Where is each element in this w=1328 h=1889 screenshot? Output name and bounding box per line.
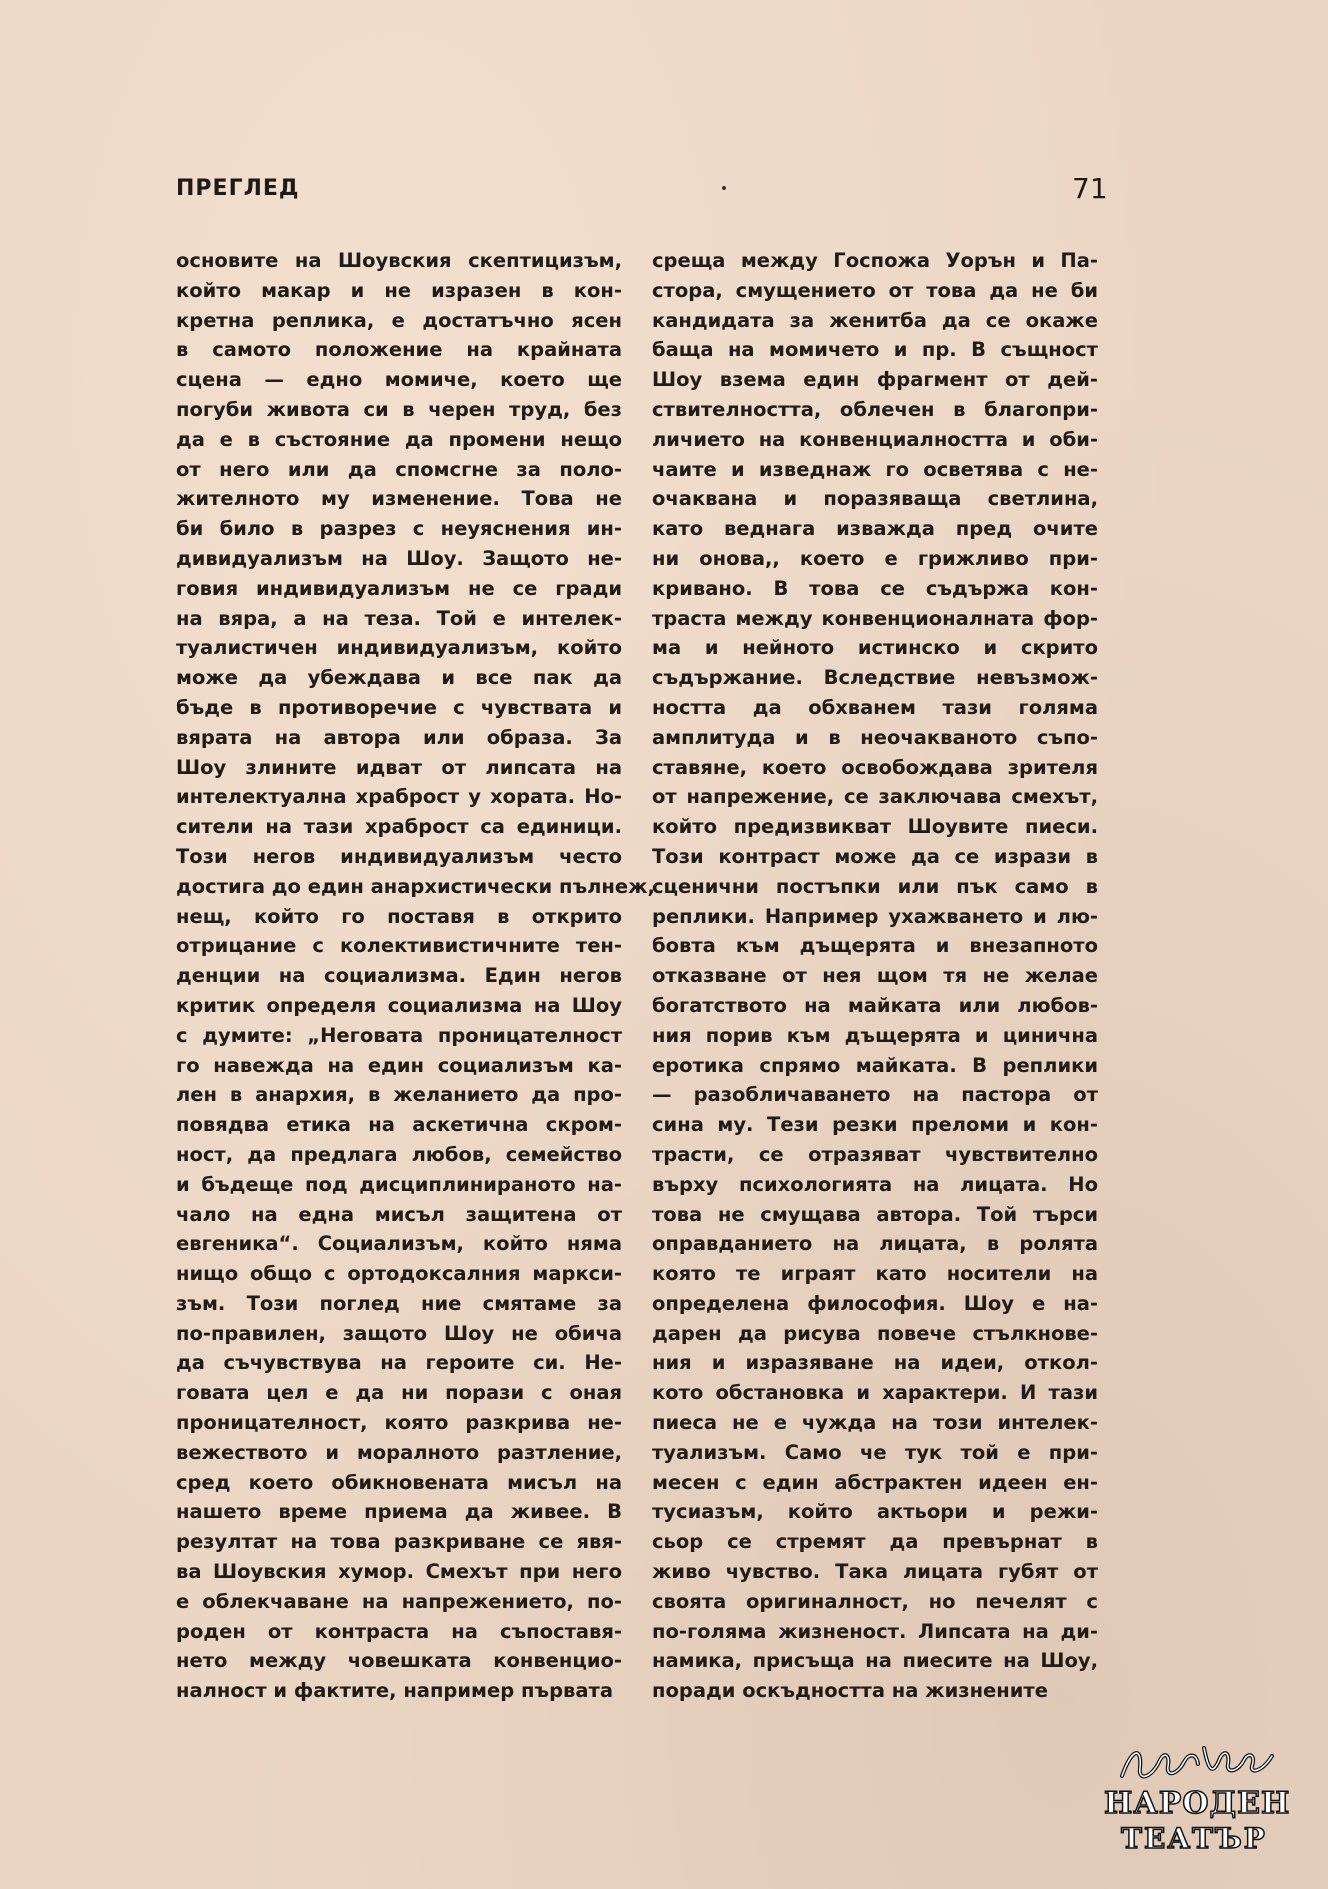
text-line: Този контраст може да се изрази в <box>652 844 1098 868</box>
text-line: баща на момичето и пр. В същност <box>652 338 1098 362</box>
text-line: сители на тази храброст са единици. <box>176 815 622 839</box>
text-line: ствителността, облечен в благопри- <box>652 397 1098 421</box>
text-line: намика, присъща на пиесите на Шоу, <box>652 1649 1098 1673</box>
text-line: говия индивидуализъм не се гради <box>176 576 622 600</box>
text-line: нето между човешката конвенцио- <box>176 1649 622 1673</box>
text-line: реплики. Например ухажването и лю- <box>652 904 1098 928</box>
text-line: като веднага изважда пред очите <box>652 517 1098 541</box>
text-line: интелектуална храброст у хората. Но- <box>176 785 622 809</box>
text-line: стора, смущението от това да не би <box>652 278 1098 302</box>
signature-logo <box>1112 1738 1282 1788</box>
text-line: го навежда на един социализъм ка- <box>176 1053 622 1077</box>
text-line: пиеса не е чужда на този интелек- <box>652 1411 1098 1435</box>
text-line: която те играят като носители на <box>652 1262 1098 1286</box>
text-line: основите на Шоувския скептицизъм, <box>176 249 622 272</box>
stamp-text-narodni: НАРОДЕН <box>1104 1786 1291 1821</box>
text-line: кривано. В това се съдържа кон- <box>652 576 1098 600</box>
text-line: резултат на това разкриване се явя- <box>176 1530 622 1554</box>
text-line: кретна реплика, е достатъчно ясен <box>176 308 622 332</box>
text-line: туалистичен индивидуализъм, който <box>176 636 622 660</box>
text-line: повядва етика на аскетична скром- <box>176 1113 622 1137</box>
text-line: по-голяма жизненост. Липсата на ди- <box>652 1619 1098 1643</box>
text-line: ния порив към дъщерята и цинична <box>652 1023 1098 1047</box>
text-line: кандидата за женитба да се окаже <box>652 308 1098 332</box>
text-line: с думите: „Неговата проницателност <box>176 1023 622 1047</box>
text-line: месен с един абстрактен идеен ен- <box>652 1470 1098 1494</box>
text-line: траста между конвенционалната фор- <box>652 606 1098 630</box>
text-line: бъде в противоречие с чувствата и <box>176 695 622 719</box>
text-line: от него или да спомсгне за поло- <box>176 457 622 481</box>
text-line: на вяра, а на теза. Той е интелек- <box>176 606 622 630</box>
text-line: говата цел е да ни порази с оная <box>176 1381 622 1405</box>
text-line: живо чувство. Така лицата губят от <box>652 1560 1098 1584</box>
text-line: върху психологията на лицата. Но <box>652 1172 1098 1196</box>
text-line: дарен да рисува повече стълкнове- <box>652 1321 1098 1345</box>
text-line: сценични постъпки или пък само в <box>652 874 1098 898</box>
text-line: поради оскъдността на жизнените <box>652 1679 1048 1703</box>
text-line: да съчувствува на героите си. Не- <box>176 1351 622 1375</box>
text-line: роден от контраста на съпоставя- <box>176 1619 622 1643</box>
text-line: в самото положение на крайната <box>176 338 622 362</box>
text-line: еротика спрямо майката. В реплики <box>652 1053 1098 1077</box>
text-line: сцена — едно момиче, което ще <box>176 368 622 392</box>
text-line: вежеството и моралното разтление, <box>176 1440 622 1464</box>
text-line: среща между Госпожа Уорън и Па- <box>652 249 1098 272</box>
text-line: нещ, който го поставя в открито <box>176 904 622 928</box>
text-line: Шоу взема един фрагмент от дей- <box>652 368 1098 392</box>
text-line: очаквана и поразяваща светлина, <box>652 487 1098 511</box>
text-line: достига до един анархистически пълнеж, <box>176 874 655 898</box>
stamp-text-teatar: ТЕАТЪР <box>1121 1822 1267 1855</box>
text-line: отказване от нея щом тя не желае <box>652 964 1098 988</box>
text-line: лен в анархия, в желанието да про- <box>176 1083 622 1107</box>
text-line: бовта към дъщерята и внезапното <box>652 934 1098 958</box>
text-line: личието на конвенциалността и оби- <box>652 427 1098 451</box>
text-line: Този негов индивидуализъм често <box>176 844 622 868</box>
national-theatre-stamp <box>1104 1738 1291 1858</box>
text-line: чаите и изведнаж го осветява с не- <box>652 457 1098 481</box>
text-line: налност и фактите, например първата <box>176 1679 613 1703</box>
text-line: сьор се стремят да превърнат в <box>652 1530 1098 1554</box>
text-line: ставяне, което освобождава зрителя <box>652 755 1098 779</box>
text-line: отрицание с колективистичните тен- <box>176 934 622 958</box>
text-line: може да убеждава и все пак да <box>176 666 622 690</box>
text-line: жителното му изменение. Това не <box>176 487 622 511</box>
text-line: оправданието на лицата, в ролята <box>652 1232 1098 1256</box>
text-line: тусиазъм, който актьори и режи- <box>652 1500 1098 1524</box>
printer-dot <box>722 186 726 190</box>
text-line: туализъм. Само че тук той е при- <box>652 1440 1098 1464</box>
page-number: 71 <box>1072 172 1108 205</box>
text-line: сина му. Тези резки преломи и кон- <box>652 1113 1098 1137</box>
text-line: съдържание. Вследствие невъзмож- <box>652 666 1098 690</box>
text-line: и бъдеще под дисциплинираното на- <box>176 1172 622 1196</box>
running-head: ПРЕГЛЕД <box>176 176 300 201</box>
text-line: ност, да предлага любов, семейство <box>176 1142 622 1166</box>
text-line: Шоу злините идват от липсата на <box>176 755 622 779</box>
text-line: да е в състояние да промени нещо <box>176 427 622 451</box>
text-line: определена философия. Шоу е на- <box>652 1291 1098 1315</box>
text-line: нищо общо с ортодоксалния маркси- <box>176 1262 622 1286</box>
text-line: нашето време приема да живее. В <box>176 1500 622 1524</box>
text-line: ни онова,, което е грижливо при- <box>652 546 1098 570</box>
text-column-right <box>652 246 1098 1706</box>
text-line: ма и нейното истинско и скрито <box>652 636 1098 660</box>
text-line: — разобличаването на пастора от <box>652 1083 1098 1107</box>
text-line: вярата на автора или образа. За <box>176 725 622 749</box>
text-line: критик определя социализма на Шоу <box>176 993 622 1017</box>
text-line: трасти, се отразяват чувствително <box>652 1142 1098 1166</box>
text-line: който предизвикват Шоувите пиеси. <box>652 815 1098 839</box>
text-line: погуби живота си в черен труд, без <box>176 397 622 421</box>
text-line: по-правилен, защото Шоу не обича <box>176 1321 622 1345</box>
text-line: сред което обикновената мисъл на <box>176 1470 622 1494</box>
text-line: чало на една мисъл защитена от <box>176 1202 622 1226</box>
text-line: от напрежение, се заключава смехът, <box>652 785 1098 809</box>
text-line: кото обстановка и характери. И тази <box>652 1381 1098 1405</box>
text-line: ва Шоувския хумор. Смехът при него <box>176 1560 622 1584</box>
text-column-left <box>176 246 655 1706</box>
text-line: ния и изразяване на идеи, откол- <box>652 1351 1098 1375</box>
text-line: богатството на майката или любов- <box>652 993 1098 1017</box>
text-line: зъм. Този поглед ние смятаме за <box>176 1291 622 1315</box>
text-line: проницателност, която разкрива не- <box>176 1411 622 1435</box>
text-line: своята оригиналност, но печелят с <box>652 1589 1098 1613</box>
text-line: денции на социализма. Един негов <box>176 964 622 988</box>
text-line: амплитуда и в неочакваното съпо- <box>652 725 1098 749</box>
text-line: ността да обхванем тази голяма <box>652 695 1098 719</box>
text-line: който макар и не изразен в кон- <box>176 278 622 302</box>
text-line: дивидуализъм на Шоу. Защото не- <box>176 546 622 570</box>
text-line: евгеника“. Социализъм, който няма <box>176 1232 622 1256</box>
text-line: е облекчаване на напрежението, по- <box>176 1589 622 1613</box>
text-line: би било в разрез с неуяснения ин- <box>176 517 622 541</box>
text-line: това не смущава автора. Той търси <box>652 1202 1098 1226</box>
